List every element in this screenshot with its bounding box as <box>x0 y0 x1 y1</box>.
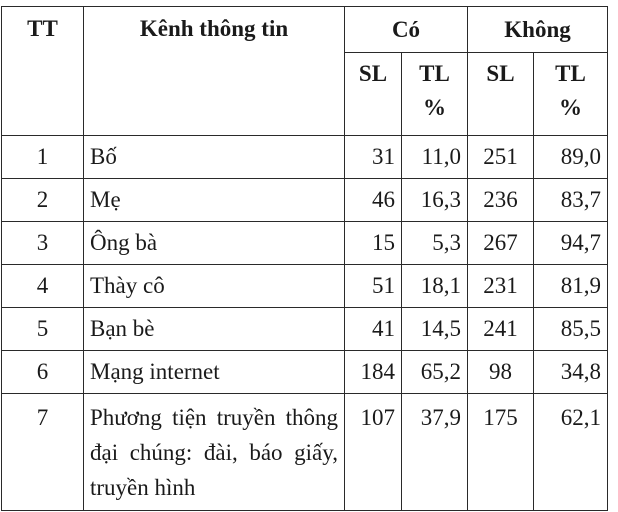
table-row <box>2 351 608 394</box>
row-number: 1 <box>2 136 84 179</box>
col-header-co-sl: SL <box>345 53 402 136</box>
survey-table <box>1 6 608 511</box>
table-row <box>2 136 608 179</box>
khong-sl-cell: 241 <box>468 308 534 351</box>
khong-tl-cell: 89,0 <box>534 136 608 179</box>
khong-sl-cell: 236 <box>468 179 534 222</box>
khong-tl-cell: 62,1 <box>534 394 608 511</box>
row-number: 7 <box>2 394 84 511</box>
khong-tl-cell: 83,7 <box>534 179 608 222</box>
channel-name: Ông bà <box>84 222 345 265</box>
row-number: 3 <box>2 222 84 265</box>
co-tl-cell: 16,3 <box>402 179 468 222</box>
percent-label: % <box>559 95 582 120</box>
tl-label: TL <box>419 61 450 86</box>
row-number: 2 <box>2 179 84 222</box>
table-row <box>2 308 608 351</box>
table-row <box>2 265 608 308</box>
co-tl-cell: 18,1 <box>402 265 468 308</box>
channel-name: Mạng internet <box>84 351 345 394</box>
co-sl-cell: 31 <box>345 136 402 179</box>
khong-sl-cell: 98 <box>468 351 534 394</box>
co-sl-cell: 15 <box>345 222 402 265</box>
co-tl-cell: 14,5 <box>402 308 468 351</box>
khong-sl-cell: 231 <box>468 265 534 308</box>
percent-label: % <box>423 95 446 120</box>
row-number: 4 <box>2 265 84 308</box>
col-header-channel: Kênh thông tin <box>84 7 345 136</box>
col-header-co: Có <box>345 7 468 53</box>
col-header-co-tl <box>402 53 468 136</box>
co-sl-cell: 51 <box>345 265 402 308</box>
co-sl-cell: 107 <box>345 394 402 511</box>
khong-tl-cell: 81,9 <box>534 265 608 308</box>
col-header-khong-sl: SL <box>468 53 534 136</box>
channel-name: Bạn bè <box>84 308 345 351</box>
channel-name: Bố <box>84 136 345 179</box>
co-tl-cell: 11,0 <box>402 136 468 179</box>
khong-sl-cell: 175 <box>468 394 534 511</box>
khong-tl-cell: 34,8 <box>534 351 608 394</box>
co-sl-cell: 184 <box>345 351 402 394</box>
khong-sl-cell: 251 <box>468 136 534 179</box>
row-number: 6 <box>2 351 84 394</box>
khong-sl-cell: 267 <box>468 222 534 265</box>
co-sl-cell: 46 <box>345 179 402 222</box>
col-header-khong: Không <box>468 7 608 53</box>
col-header-tt: TT <box>2 7 84 136</box>
table-row <box>2 222 608 265</box>
table-row <box>2 179 608 222</box>
khong-tl-cell: 85,5 <box>534 308 608 351</box>
col-header-khong-tl <box>534 53 608 136</box>
co-tl-cell: 65,2 <box>402 351 468 394</box>
co-tl-cell: 5,3 <box>402 222 468 265</box>
co-sl-cell: 41 <box>345 308 402 351</box>
header-row-1 <box>2 7 608 53</box>
table-row <box>2 394 608 511</box>
tl-label: TL <box>555 61 586 86</box>
khong-tl-cell: 94,7 <box>534 222 608 265</box>
channel-name: Mẹ <box>84 179 345 222</box>
row-number: 5 <box>2 308 84 351</box>
channel-name: Thày cô <box>84 265 345 308</box>
channel-name: Phương tiện truyền thông đại chúng: đài, báo giấy, truyền hình <box>84 394 345 511</box>
co-tl-cell: 37,9 <box>402 394 468 511</box>
